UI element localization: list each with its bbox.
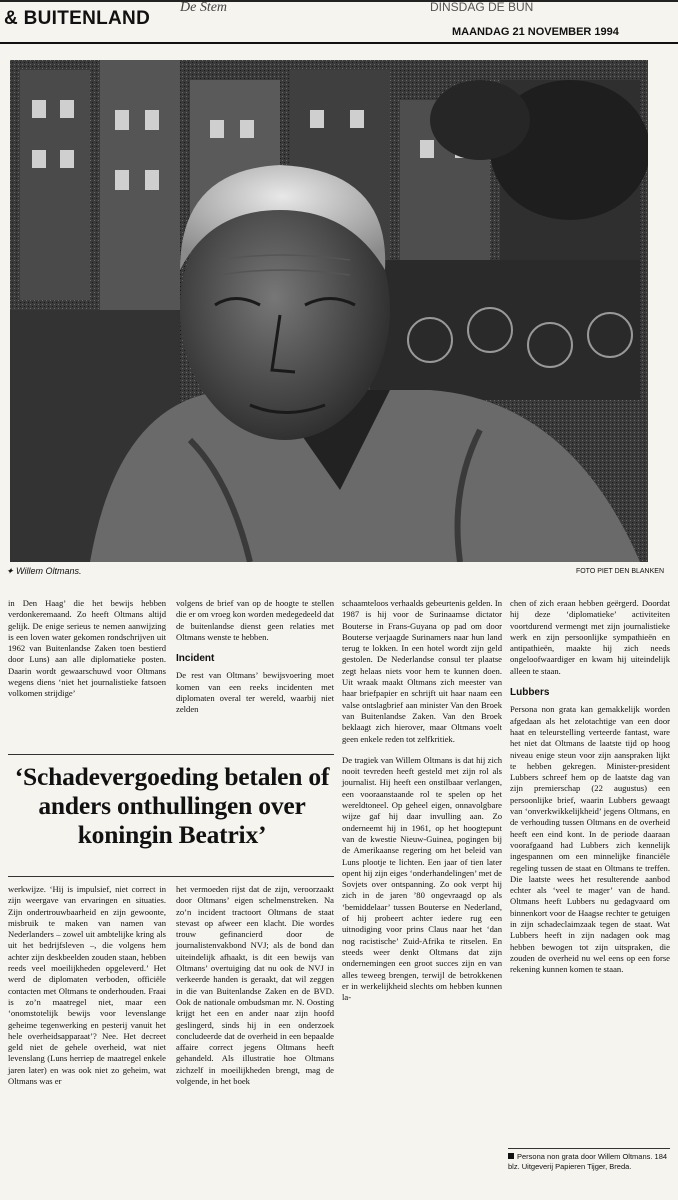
bullet-icon: ✦ — [6, 566, 17, 576]
paragraph: Persona non grata kan gemakkelijk worden afgedaan als het zelotachtige van een door haat en teleurstelling verteerde fantast, ware het niet dat Oltmans de laatste tijd op hoog niveau enige steun voor zijn aanspraken lijkt te hebben gekregen. Minister-president Lubbers schreef hem op de laatste dag van zijn premierschap (22 augustus) een persoonlijke brief, waarin Lubbers gewaagt van ‘onverkwikkelijkheid’ jegens Oltmans, en de verhouding tussen Oltmans en de overheid heeft een eind kont. In de periode daaraan voorafgaand had Lubbers zich kennelijk ingespannen om een minnelijke financiële regeling tussen de staat en Oltmans te treffen. Die laatste wees het resulterende aanbod echter als ‘veel te mager’ van de hand. Oltmans heeft Lubbers nu gedagvaard om binnenkort voor de Haagse rechter te getuigen in zijn schadeclaimzaak tegen de staat. Wat Lubbers heeft in zijn nadagen ook mag hebben bewogen tot zijn uitspraken, die zouden de overheid nu wel eens op een forse rekening kunnen komen te staan. — [510, 704, 670, 975]
book-footnote — [508, 1152, 668, 1171]
subhead-incident: Incident — [176, 653, 215, 665]
subhead-lubbers: Lubbers — [510, 687, 550, 699]
paragraph: het vermoeden rijst dat de zijn, veroorzaakt door Oltmans’ eigen schelmenstreken. Na zo’n incident tractoort Oltmans de staat stevast op afweer een klacht. Die wordes trouw gefinancierd door de journalistenvakbond NVJ; als de bond dan uiteindelijk afhaakt, is dit een bewijs van Oltmans’ overtuiging dat nu ook de NVJ in verkeerde handen is geraakt, dat wil zeggen in die van Buitenlandse Zaken en de BVD. Ook de nationale ombudsman mr. N. Oosting krijgt het een en ander naar zijn hoofd geslingerd, sinds hij in een onderzoek concludeerde dat de overheid in een bepaalde affaire correct jegens Oltmans heeft gehandeld. Als illustratie hoe Oltmans zichzelf in moeilijkheden brengt, mag de volgende, in het boek — [176, 884, 334, 1087]
photo-caption — [6, 566, 81, 577]
paragraph: volgens de brief van op de hoogte te stellen die er om vroeg kon worden medegedeeld dat de buitenlandse dienst geen relaties met Oltmans wenste te hebben. — [176, 598, 334, 642]
headline-rule-bottom — [8, 876, 334, 877]
footnote-rule — [508, 1148, 670, 1149]
footnote-text: Persona non grata door Willem Oltmans. 184 blz. Uitgeverij Papieren Tijger, Breda. — [508, 1152, 668, 1171]
newspaper-logo-right: DINSDAG DE BUN — [430, 0, 534, 14]
section-title: & BUITENLAND — [4, 8, 151, 29]
headline-rule-top — [8, 754, 334, 755]
column-2-bottom — [176, 884, 334, 1087]
paragraph: chen of zich eraan hebben geërgerd. Doordat hij deze ‘diplomatieke’ activiteiten voortdurend vermengt met zijn journalistieke werk en zijn persoonlijke sympathieën en antipathieën, maakte hij zich needs ongeloofwaardiger en kwam hij uiteindelijk alleen te staan. — [510, 598, 670, 676]
column-1-top — [8, 598, 166, 700]
paragraph: in Den Haag’ die het bewijs hebben verdonkeremaand. Zo heeft Oltmans altijd gelijk. De enige serieus te nemen aanwijzing is een loven water gekomen rondschrijven uit 1962 van Buitenlandse Zaken toen bestierd door Luns) aan alle diplomatieke posten. Daarin wordt gewaarschuwd voor Oltmans wegens diens ‘niet het journalistieke fatsoen volkomen strijdige’ — [8, 598, 166, 699]
column-3 — [342, 598, 502, 1003]
dateline: MAANDAG 21 NOVEMBER 1994 — [452, 26, 619, 38]
photo-credit: FOTO PIET DEN BLANKEN — [575, 568, 664, 575]
paragraph: De rest van Oltmans’ bewijsvoering moet komen van een reeks incidenten met diplomaten overal ter wereld, waarbij niet zelden — [176, 670, 334, 715]
column-4 — [510, 598, 670, 976]
column-1-bottom — [8, 884, 166, 1087]
header-rule — [0, 42, 678, 44]
masthead-rule — [0, 0, 678, 2]
square-bullet-icon — [508, 1153, 514, 1159]
caption-text: Willem Oltmans. — [16, 566, 82, 576]
portrait-photo — [10, 60, 648, 562]
column-2-top — [176, 598, 334, 716]
paragraph: De tragiek van Willem Oltmans is dat hij zich nooit tevreden heeft gesteld met zijn rol als journalist. Hij heeft een onstilbaar verlangen, een vooraanstaande rol te spelen op het wereldtoneel. Op geheel eigen, onnavolgbare wijze gaf hij daar invulling aan. Zo onderneemt hij in 1961, op het hoogtepunt van de kwestie Nieuw-Guinea, pogingen bij de Amerikaanse regering om het beleid van Luns plootje te lichten. Een jaar of tien later opent hij zijn eiges ‘onderhandelingen’ met de Sovjets over ontspanning. Zo ook verpt hij zich in de jaren ’80 ongevraagd op als ‘bemiddelaar’ tussen Bouterse en Nederland, of hij probeert achter iedere rug een uitnodiging voor prins Claus naar het ‘dan nog racistische’ Zuid-Afrika te ritselen. En steeds weer denkt Oltmans dat zijn ondernemingen een groot succes zijn en van alles teweeg brengen, terwijl de betrokkenen er in werkelijkheid slechts om hebben kunnen la- — [342, 754, 502, 1003]
article-headline: ‘Schadevergoeding betalen of anders onthullingen over koningin Beatrix’ — [14, 762, 330, 849]
paragraph: werkwijze. ‘Hij is impulsief, niet correct in zijn weergave van ervaringen en situaties. Zijn ondertrouwbaarheid en zijn gewoonte, misbruik te maken van namen van Nederlanders – zowel uit ambtelijke kring als uit het bedrijfsleven –, die volgens hem achter zijn deskbeelden zouden staan, hebben reeds veel moeilijkheden opgeleverd.’ Het werd de diplomaten verboden, officiële contacten met Oltmans te onderhouden. Fraai is zo’n maatregel niet, maar een ‘onomstotelijk bewijs voor levenslange geheime tegenwerking en pesterij vanuit het hele overheidsapparaat’? Nee. Het decreet geld niet de gehele overheid, wat niet levenslang (Luns herriep de maatregel enkele jaren later) en was ook niet zo geheim, wat Oltmans was er — [8, 884, 166, 1087]
newspaper-logo: De Stem — [180, 0, 228, 15]
paragraph: schaamteloos verhaalds gebeurtenis gelden. In 1987 is hij voor de Surinaamse dictator Bouterse in Frans-Guyana op pad om door Bouterse verjaagde Surinamers naar hun land terug te lokken. In een hotel wordt zijn geld gestolen. De Nederlandse consul ter plaatse zegt helaas niets voor hem te kunnen doen. Uit wraak maakt Oltmans zich meester van haar briefpapier en schrijft uit haar naam een valse ontslagbrief aan minister Van den Broek van Buitenlandse Zaken. Van den Broek beklaagt zich hierover, maar Oltmans voelt geen enkele reden tot zelfkritiek. — [342, 598, 502, 744]
